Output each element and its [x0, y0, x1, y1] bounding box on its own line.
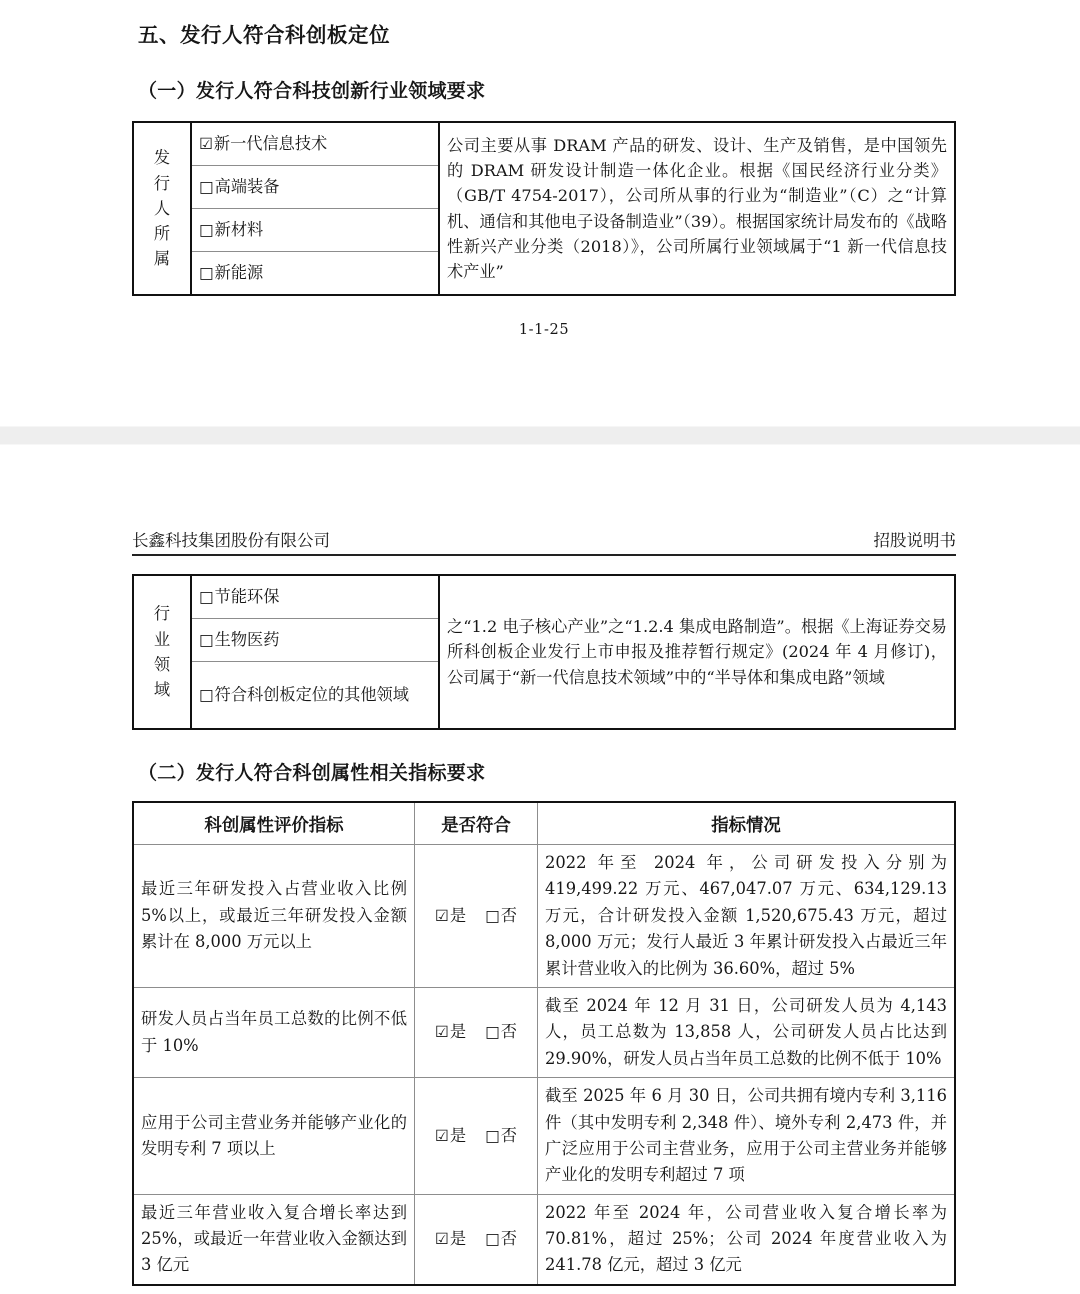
subsection-1-heading: （一）发行人符合科技创新行业领域要求: [138, 80, 486, 102]
no-label: 否: [500, 905, 518, 925]
page-1-content: [132, 0, 956, 338]
metric-compliance-toggle[interactable]: [415, 987, 538, 1077]
table-row: [133, 845, 955, 988]
yes-label: 是: [449, 1229, 467, 1249]
unchecked-checkbox-icon[interactable]: □: [485, 1023, 500, 1042]
metric-detail: 2022 年至 2024 年，公司研发投入分别为 419,499.22 万元、467,047.07 万元、634,129.13 万元，合计研发投入金额 1,520,675.43 万元，超过 8,000 万元；发行人最近 3 年累计研发投入占最近三年累计营业收入的比例为 36.60%，超过 5%: [538, 845, 956, 988]
industry-row-label: [133, 122, 191, 295]
yes-label: 是: [449, 1125, 467, 1145]
running-header: [132, 527, 956, 556]
field-description-cell: 之“1.2 电子核心产业”之“1.2.4 集成电路制造”。根据《上海证券交易所科创板企业发行上市申报及推荐暂行规定》(2024 年 4 月修订)，公司属于“新一代信息技术领域”中的“半导体和集成电路”领域: [439, 575, 955, 729]
vertical-char: 领: [153, 655, 171, 674]
column-header-detail: 指标情况: [538, 802, 956, 845]
vertical-char: 发: [153, 148, 171, 168]
sci-tech-metrics-table: [132, 801, 956, 1286]
metric-detail: 截至 2024 年 12 月 31 日，公司研发人员为 4,143 人，员工总数为 13,858 人，公司研发人员占比达到 29.90%，研发人员占当年员工总数的比例不低于 10%: [538, 987, 956, 1077]
metric-detail: 截至 2025 年 6 月 30 日，公司共拥有境内专利 3,116 件（其中发明专利 2,348 件）、境外专利 2,473 件，并广泛应用于公司主营业务，应用于公司主营业务并能够产业化的发明专利超过 7 项: [538, 1078, 956, 1195]
field-option-biomedicine[interactable]: [191, 619, 439, 662]
option-label: 高端装备: [214, 177, 280, 197]
unchecked-checkbox-icon[interactable]: □: [199, 686, 214, 705]
field-row-label: [133, 575, 191, 729]
metric-criterion: 应用于公司主营业务并能够产业化的发明专利 7 项以上: [133, 1078, 415, 1195]
page-2-content: [132, 574, 956, 1294]
vertical-char: 行: [153, 173, 171, 193]
unchecked-checkbox-icon[interactable]: □: [485, 906, 500, 925]
option-label: 符合科创板定位的其他领域: [214, 685, 409, 705]
subsection-2-heading: （二）发行人符合科创属性相关指标要求: [138, 762, 486, 784]
checked-checkbox-icon[interactable]: ☑: [434, 1230, 449, 1249]
vertical-char: 域: [153, 680, 171, 700]
table-header-row: [133, 802, 955, 845]
document-page-1: [0, 0, 1080, 426]
checked-checkbox-icon[interactable]: ☑: [434, 1126, 449, 1145]
column-header-compliance: 是否符合: [415, 802, 538, 845]
option-label: 生物医药: [214, 630, 280, 650]
running-header-doc-type: 招股说明书: [873, 531, 956, 550]
unchecked-checkbox-icon[interactable]: □: [199, 221, 214, 240]
vertical-char: 业: [153, 629, 171, 649]
column-header-criterion: 科创属性评价指标: [133, 802, 415, 845]
vertical-char: 人: [153, 198, 171, 218]
no-label: 否: [500, 1022, 518, 1042]
unchecked-checkbox-icon[interactable]: □: [199, 588, 214, 607]
industry-option-high-end-equipment[interactable]: [191, 166, 439, 209]
option-label: 新材料: [214, 220, 264, 240]
industry-field-table: [132, 574, 956, 730]
industry-option-new-generation-it[interactable]: [191, 122, 439, 166]
unchecked-checkbox-icon[interactable]: □: [485, 1126, 500, 1145]
metric-criterion: 研发人员占当年员工总数的比例不低于 10%: [133, 987, 415, 1077]
industry-category-table: [132, 121, 956, 296]
vertical-char: 属: [153, 249, 171, 269]
checked-checkbox-icon[interactable]: ☑: [199, 135, 213, 154]
metric-criterion: 最近三年营业收入复合增长率达到 25%，或最近一年营业收入金额达到 3 亿元: [133, 1194, 415, 1285]
checked-checkbox-icon[interactable]: ☑: [434, 1023, 449, 1042]
option-label: 节能环保: [214, 587, 280, 607]
yes-label: 是: [449, 1022, 467, 1042]
unchecked-checkbox-icon[interactable]: □: [199, 264, 214, 283]
unchecked-checkbox-icon[interactable]: □: [199, 631, 214, 650]
field-option-other[interactable]: [191, 662, 439, 730]
metric-compliance-toggle[interactable]: [415, 845, 538, 988]
field-option-energy-saving[interactable]: [191, 575, 439, 619]
option-label: 新能源: [214, 263, 264, 283]
page-number-footer: 1-1-25: [518, 322, 570, 338]
running-header-company: 长鑫科技集团股份有限公司: [132, 531, 330, 550]
metric-detail: 2022 年至 2024 年，公司营业收入复合增长率为 70.81%，超过 25%；公司 2024 年度营业收入为 241.78 亿元，超过 3 亿元: [538, 1194, 956, 1285]
table-row: [133, 987, 955, 1077]
table-row: [133, 1078, 955, 1195]
table-row: [133, 575, 955, 619]
yes-label: 是: [449, 905, 467, 925]
checked-checkbox-icon[interactable]: ☑: [434, 906, 449, 925]
table-row: [133, 122, 955, 166]
vertical-char: 所: [153, 224, 171, 244]
document-page-2: [0, 445, 1080, 1294]
page-separator: [0, 426, 1080, 445]
unchecked-checkbox-icon[interactable]: □: [485, 1230, 500, 1249]
option-label: 新一代信息技术: [213, 134, 328, 154]
metric-criterion: 最近三年研发投入占营业收入比例 5%以上，或最近三年研发投入金额累计在 8,000 万元以上: [133, 845, 415, 988]
metric-compliance-toggle[interactable]: [415, 1078, 538, 1195]
industry-description-cell: 公司主要从事 DRAM 产品的研发、设计、生产及销售，是中国领先的 DRAM 研发设计制造一体化企业。根据《国民经济行业分类》（GB/T 4754-2017），公司所从事的行业为“制造业”（C）之“计算机、通信和其他电子设备制造业”（39）。根据国家统计局发布的《战略性新兴产业分类（2018）》，公司所属行业领域属于“1 新一代信息技术产业”: [439, 122, 955, 295]
vertical-char: 行: [153, 604, 171, 624]
page-title: 五、发行人符合科创板定位: [138, 23, 390, 47]
industry-option-new-energy[interactable]: [191, 252, 439, 296]
unchecked-checkbox-icon[interactable]: □: [199, 178, 214, 197]
no-label: 否: [500, 1229, 518, 1249]
metric-compliance-toggle[interactable]: [415, 1194, 538, 1285]
industry-option-new-materials[interactable]: [191, 209, 439, 252]
table-row: [133, 1194, 955, 1285]
no-label: 否: [500, 1125, 518, 1145]
